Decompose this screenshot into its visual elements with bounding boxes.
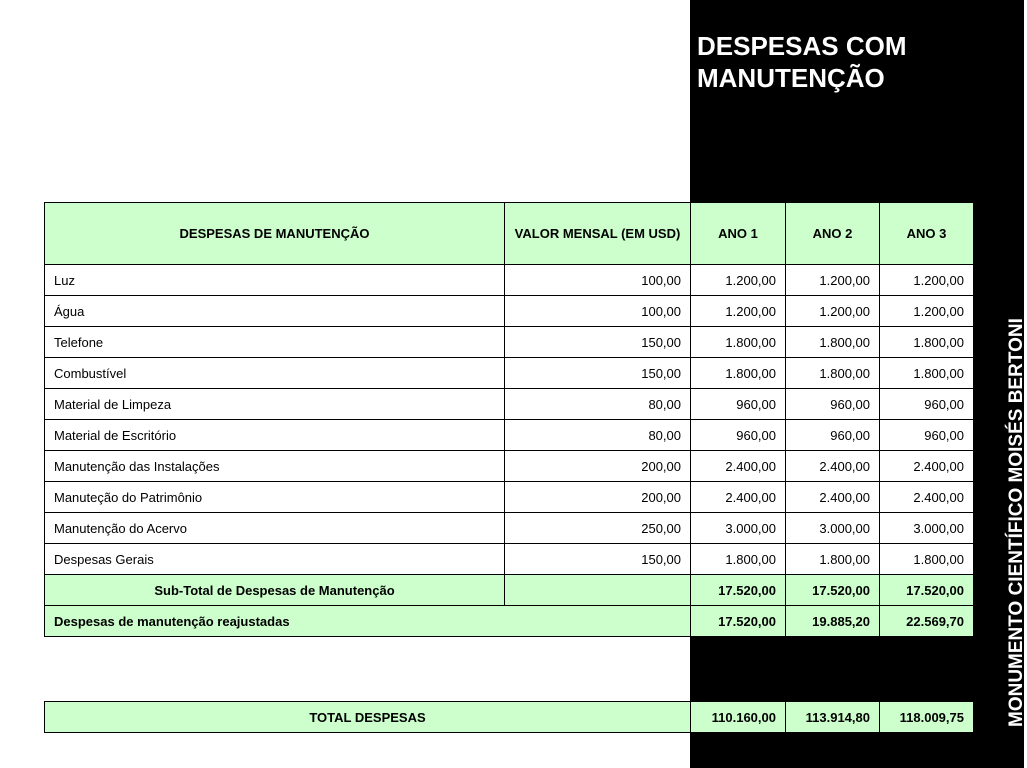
adjusted-row [45, 606, 974, 637]
header-year-2: ANO 2 [786, 203, 880, 265]
row-monthly-value: 80,00 [505, 389, 691, 420]
table-row [45, 265, 974, 296]
table-row [45, 482, 974, 513]
vertical-side-label: MONUMENTO CIENTÍFICO MOISÉS BERTONI [1006, 318, 1027, 727]
row-year-2: 960,00 [786, 389, 880, 420]
row-monthly-value: 200,00 [505, 482, 691, 513]
row-year-3: 2.400,00 [880, 482, 974, 513]
row-year-1: 960,00 [691, 420, 786, 451]
row-year-3: 2.400,00 [880, 451, 974, 482]
row-monthly-value: 100,00 [505, 265, 691, 296]
row-year-1: 1.200,00 [691, 296, 786, 327]
row-monthly-value: 200,00 [505, 451, 691, 482]
row-year-1: 1.800,00 [691, 358, 786, 389]
row-label: Telefone [45, 327, 505, 358]
subtotal-label: Sub-Total de Despesas de Manutenção [45, 575, 505, 606]
header-year-3: ANO 3 [880, 203, 974, 265]
row-year-2: 960,00 [786, 420, 880, 451]
table-row [45, 451, 974, 482]
header-expense-name: DESPESAS DE MANUTENÇÃO [45, 203, 505, 265]
row-label: Luz [45, 265, 505, 296]
row-label: Manuteção do Patrimônio [45, 482, 505, 513]
row-label: Manutenção do Acervo [45, 513, 505, 544]
row-monthly-value: 150,00 [505, 544, 691, 575]
row-year-2: 2.400,00 [786, 451, 880, 482]
adjusted-label: Despesas de manutenção reajustadas [45, 606, 691, 637]
row-monthly-value: 150,00 [505, 358, 691, 389]
row-year-3: 1.200,00 [880, 265, 974, 296]
table-row [45, 327, 974, 358]
row-year-1: 2.400,00 [691, 451, 786, 482]
total-label: TOTAL DESPESAS [45, 702, 691, 733]
table-row [45, 544, 974, 575]
total-year-2: 113.914,80 [786, 702, 880, 733]
subtotal-monthly-value [505, 575, 691, 606]
table-row [45, 513, 974, 544]
maintenance-expenses-table [44, 202, 974, 637]
subtotal-row [45, 575, 974, 606]
row-year-3: 960,00 [880, 420, 974, 451]
row-year-2: 1.800,00 [786, 327, 880, 358]
row-monthly-value: 150,00 [505, 327, 691, 358]
row-year-3: 1.800,00 [880, 327, 974, 358]
adjusted-year-1: 17.520,00 [691, 606, 786, 637]
row-year-2: 1.200,00 [786, 265, 880, 296]
row-year-1: 1.200,00 [691, 265, 786, 296]
adjusted-year-2: 19.885,20 [786, 606, 880, 637]
slide-title [697, 30, 997, 94]
row-year-1: 2.400,00 [691, 482, 786, 513]
table-header-row [45, 203, 974, 265]
row-label: Material de Limpeza [45, 389, 505, 420]
row-monthly-value: 250,00 [505, 513, 691, 544]
row-monthly-value: 100,00 [505, 296, 691, 327]
row-year-1: 1.800,00 [691, 544, 786, 575]
table-row [45, 420, 974, 451]
slide-title-line-1: DESPESAS COM [697, 31, 907, 61]
row-year-2: 1.200,00 [786, 296, 880, 327]
row-year-3: 1.800,00 [880, 544, 974, 575]
subtotal-year-1: 17.520,00 [691, 575, 786, 606]
header-monthly-value: VALOR MENSAL (EM USD) [505, 203, 691, 265]
subtotal-year-3: 17.520,00 [880, 575, 974, 606]
row-label: Despesas Gerais [45, 544, 505, 575]
table-row [45, 358, 974, 389]
total-year-1: 110.160,00 [691, 702, 786, 733]
total-year-3: 118.009,75 [880, 702, 974, 733]
row-label: Combustível [45, 358, 505, 389]
row-label: Água [45, 296, 505, 327]
row-year-2: 1.800,00 [786, 544, 880, 575]
header-year-1: ANO 1 [691, 203, 786, 265]
row-year-3: 1.800,00 [880, 358, 974, 389]
row-year-2: 1.800,00 [786, 358, 880, 389]
slide-title-line-2: MANUTENÇÃO [697, 63, 885, 93]
adjusted-year-3: 22.569,70 [880, 606, 974, 637]
total-expenses-table [44, 701, 974, 733]
row-monthly-value: 80,00 [505, 420, 691, 451]
row-year-2: 3.000,00 [786, 513, 880, 544]
subtotal-year-2: 17.520,00 [786, 575, 880, 606]
row-year-3: 960,00 [880, 389, 974, 420]
row-year-1: 3.000,00 [691, 513, 786, 544]
row-year-1: 1.800,00 [691, 327, 786, 358]
total-row [45, 702, 974, 733]
table-row [45, 296, 974, 327]
row-year-1: 960,00 [691, 389, 786, 420]
row-label: Material de Escritório [45, 420, 505, 451]
row-year-3: 1.200,00 [880, 296, 974, 327]
row-label: Manutenção das Instalações [45, 451, 505, 482]
table-row [45, 389, 974, 420]
row-year-2: 2.400,00 [786, 482, 880, 513]
row-year-3: 3.000,00 [880, 513, 974, 544]
